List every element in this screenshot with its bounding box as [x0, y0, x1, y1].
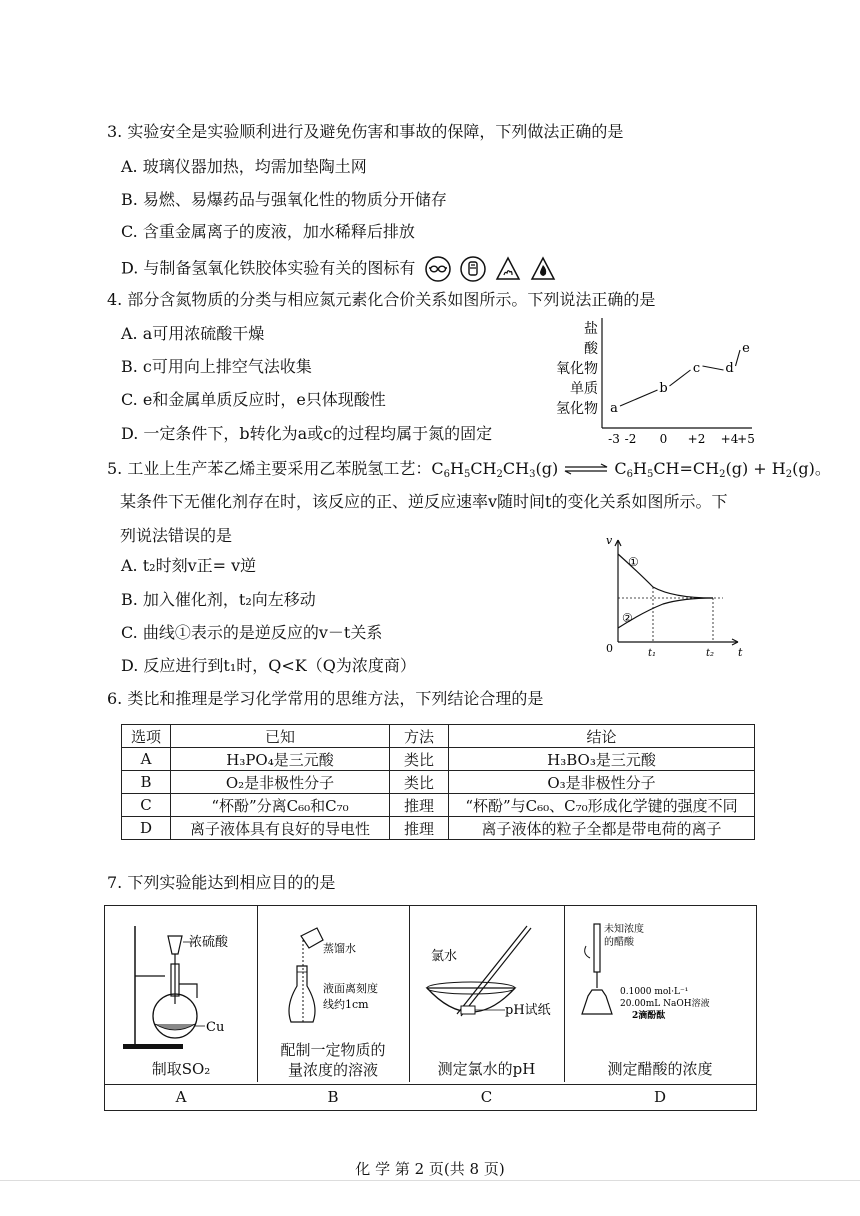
- q5-option-d: D. 反应进行到t₁时，Q<K（Q为浓度商）: [121, 656, 416, 675]
- tag-phenolphthalein: 2滴酚酞: [632, 1011, 666, 1021]
- tag-water: 蒸馏水: [323, 942, 356, 955]
- q7-cell-b: [257, 906, 410, 1106]
- tag-chlorine-water: 氯水: [431, 949, 458, 964]
- q4-x-tick-label: +4: [720, 432, 739, 446]
- tag-unknown-conc: 未知浓度: [604, 924, 644, 935]
- tag-level-2: 线约1cm: [323, 998, 369, 1011]
- table-row: [122, 817, 755, 840]
- q7-caption-a: 制取SO₂: [151, 1060, 211, 1078]
- goggles-icon: [425, 256, 451, 282]
- q6-header-method: 方法: [390, 725, 449, 748]
- table-row: [122, 771, 755, 794]
- graph-origin: 0: [606, 642, 613, 655]
- row-method: 推理: [390, 794, 449, 817]
- volumetric-flask-figure: [257, 906, 409, 1036]
- row-conclusion: 离子液体的粒子全都是带电荷的离子: [449, 817, 755, 840]
- row-known: H₃PO₄是三元酸: [171, 748, 390, 771]
- hand-wash-icon: [460, 256, 486, 282]
- q3-option-d: [121, 256, 556, 282]
- row-known: “杯酚”分离C₆₀和C₇₀: [171, 794, 390, 817]
- q4-point-a: a: [610, 401, 618, 416]
- tag-acetic: 的醋酸: [604, 937, 634, 948]
- q6-header-known: 已知: [171, 725, 390, 748]
- curve-1-label: ①: [628, 555, 639, 569]
- q4-y-label: 单质: [570, 381, 598, 397]
- so2-apparatus-figure: [105, 906, 257, 1056]
- q7-caption-d: 测定醋酸的浓度: [607, 1060, 713, 1078]
- q6-header-conclusion: 结论: [449, 725, 755, 748]
- q4-point-c: c: [692, 361, 701, 376]
- q7-caption-c: 测定氯水的pH: [437, 1060, 536, 1078]
- q6-table: [121, 724, 755, 840]
- row-option: B: [122, 771, 171, 794]
- graph-x-label: t: [738, 646, 743, 658]
- q4-point-d: d: [725, 361, 734, 376]
- q5-option-b: B. 加入催化剂，t₂向左移动: [121, 590, 316, 609]
- q7-figure-table: [104, 905, 757, 1111]
- row-known: O₂是非极性分子: [171, 771, 390, 794]
- graph-t1: t₁: [648, 648, 657, 658]
- q4-x-tick-label: +2: [687, 432, 706, 446]
- q6-header-row: [122, 725, 755, 748]
- q5-stem-line3: 列说法错误的是: [120, 526, 233, 545]
- q4-y-label: 氢化物: [556, 401, 598, 417]
- q7-stem: 7. 下列实验能达到相应目的的是: [107, 873, 336, 892]
- row-option: A: [122, 748, 171, 771]
- q4-stem: 4. 部分含氮物质的分类与相应氮元素化合价关系如图所示。下列说法正确的是: [107, 290, 656, 309]
- q7-label-b: B: [327, 1088, 339, 1106]
- q4-segment: [620, 390, 658, 406]
- graph-t2: t₂: [706, 648, 715, 658]
- tag-ph-paper: pH试纸: [505, 1003, 551, 1018]
- q4-option-d: D. 一定条件下，b转化为a或c的过程均属于氮的固定: [121, 424, 493, 443]
- q4-y-axis-labels: [556, 320, 599, 417]
- q7-label-c: C: [480, 1088, 493, 1106]
- nitrogen-valence-chart: [540, 312, 760, 446]
- q6-stem: 6. 类比和推理是学习化学常用的思维方法，下列结论合理的是: [107, 689, 544, 708]
- q4-point-b: b: [659, 381, 668, 396]
- table-row: [122, 794, 755, 817]
- equilibrium-arrow: [563, 460, 609, 480]
- q5-option-c: C. 曲线①表示的是逆反应的v－t关系: [121, 623, 383, 642]
- q7-label-d: D: [653, 1088, 667, 1106]
- q4-x-tick-label: -3: [608, 432, 620, 446]
- q4-segment: [703, 366, 724, 370]
- row-conclusion: H₃BO₃是三元酸: [449, 748, 755, 771]
- q4-segment: [736, 350, 741, 366]
- row-known: 离子液体具有良好的导电性: [171, 817, 390, 840]
- q5-stem-line2: 某条件下无催化剂存在时，该反应的正、逆反应速率v随时间t的变化关系如图所示。下: [120, 492, 728, 511]
- q7-cell-a: [105, 906, 258, 1106]
- q7-label-a: A: [175, 1088, 187, 1106]
- tag-level: 液面离刻度: [323, 982, 378, 995]
- q5-option-a: A. t₂时刻v正= v逆: [121, 556, 257, 575]
- q7-cell-c: [409, 906, 565, 1106]
- q4-x-tick-labels: [608, 432, 755, 446]
- row-method: 类比: [390, 771, 449, 794]
- footer-rule: [0, 1180, 860, 1181]
- q3-option-d-text: D. 与制备氢氧化铁胶体实验有关的图标有: [121, 258, 416, 278]
- tag-naoh: 20.00mL NaOH溶液: [620, 999, 710, 1009]
- q4-y-label: 氧化物: [556, 361, 598, 377]
- row-conclusion: “杯酚”与C₆₀、C₇₀形成化学键的强度不同: [449, 794, 755, 817]
- q4-point-e: e: [742, 341, 750, 356]
- titration-figure: [564, 906, 756, 1036]
- curve-2-label: ②: [622, 611, 633, 625]
- row-option: C: [122, 794, 171, 817]
- q5-stem-pre: 5. 工业上生产苯乙烯主要采用乙苯脱氢工艺：: [107, 459, 432, 478]
- flame-icon: [530, 256, 556, 282]
- q5-stem-line1: 5. 工业上生产苯乙烯主要采用乙苯脱氢工艺：$C_6H_5CH_2CH_3(g) C_6H_5CH=CH_2(g) + H_2(g)$。: [107, 459, 831, 480]
- tag-cu: Cu: [206, 1020, 225, 1035]
- tag-molarity: 0.1000 mol·L⁻¹: [620, 987, 689, 997]
- q7-caption-b-1: 配制一定物质的: [280, 1041, 386, 1059]
- hot-surface-icon: [495, 256, 521, 282]
- page-footer: 化 学 第 2 页(共 8 页): [355, 1160, 505, 1178]
- row-method: 推理: [390, 817, 449, 840]
- row-option: D: [122, 817, 171, 840]
- q7-caption-b-2: 量浓度的溶液: [287, 1061, 378, 1079]
- q4-option-b: B. c可用向上排空气法收集: [121, 357, 312, 376]
- tag-conc-acid: 浓硫酸: [189, 935, 229, 950]
- rate-time-graph: [598, 532, 748, 658]
- q4-option-c: C. e和金属单质反应时，e只体现酸性: [121, 390, 386, 409]
- q7-cell-d: [564, 906, 756, 1106]
- q3-stem: 3. 实验安全是实验顺利进行及避免伤害和事故的保障，下列做法正确的是: [107, 122, 624, 141]
- q4-y-label: 酸: [584, 341, 598, 357]
- q4-x-tick-label: -2: [624, 432, 637, 446]
- q4-series-line: [620, 350, 740, 406]
- row-conclusion: O₃是非极性分子: [449, 771, 755, 794]
- q6-header-option: 选项: [122, 725, 171, 748]
- q4-option-a: A. a可用浓硫酸干燥: [121, 324, 265, 343]
- evaporating-dish-figure: [409, 906, 564, 1036]
- table-row: [122, 748, 755, 771]
- q4-segment: [670, 370, 691, 386]
- q3-option-c: C. 含重金属离子的废液，加水稀释后排放: [121, 222, 415, 241]
- row-method: 类比: [390, 748, 449, 771]
- q3-option-a: A. 玻璃仪器加热，均需加垫陶土网: [121, 157, 367, 176]
- q4-x-tick-label: 0: [659, 432, 668, 446]
- q4-x-tick-label: +5: [737, 432, 755, 446]
- q3-option-b: B. 易燃、易爆药品与强氧化性的物质分开储存: [121, 190, 447, 209]
- q4-y-label: 盐: [584, 321, 598, 337]
- graph-y-label: v: [606, 534, 613, 547]
